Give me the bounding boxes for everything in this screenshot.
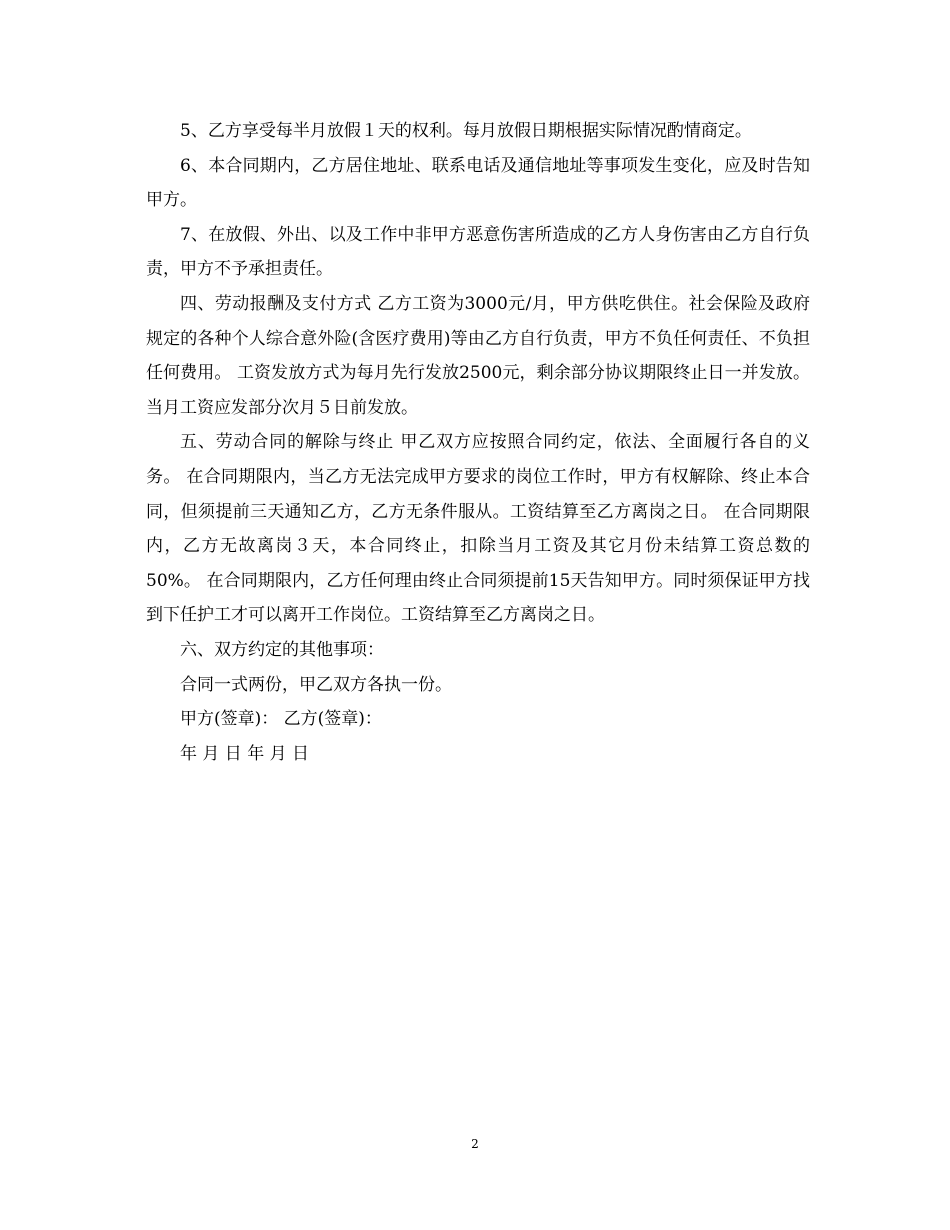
copies-statement: 合同一式两份，甲乙双方各执一份。 <box>180 674 452 695</box>
clause-7-injury-liability: 7、在放假、外出、以及工作中非甲方恶意伤害所造成的乙方人身伤害由乙方自行负责，甲方不予承担责任。 <box>146 224 810 280</box>
section-5-termination: 五、劳动合同的解除与终止 甲乙双方应按照合同约定，依法、全面履行各自的义务。 在合同期限内，当乙方无法完成甲方要求的岗位工作时，甲方有权解除、终止本合同，但须提前三天通知乙方，乙方无条件服从。工资结算至乙方离岗之日。 在合同期限内，乙方无故离岗３天，本合同终止，扣除当月工资及其它月份未结算工资总数的50%。 在合同期限内，乙方任何理由终止合同须提前15天告知甲方。同时须保证甲方找到下任护工才可以离开工作岗位。工资结算至乙方离岗之日。 <box>146 432 810 626</box>
page-number: 2 <box>471 1137 479 1151</box>
date-line: 年 月 日 年 月 日 <box>180 743 310 764</box>
contract-body <box>146 114 810 771</box>
signature-line: 甲方(签章)： 乙方(签章)： <box>180 709 382 730</box>
clause-6-contact-change: 6、本合同期内，乙方居住地址、联系电话及通信地址等事项发生变化，应及时告知甲方。 <box>146 155 810 211</box>
section-4-remuneration: 四、劳动报酬及支付方式 乙方工资为3000元/月，甲方供吃供住。社会保险及政府规定的各种个人综合意外险(含医疗费用)等由乙方自行负责，甲方不负任何责任、不负担任何费用。 工资发放方式为每月先行发放2500元，剩余部分协议期限终止日一并发放。当月工资应发部分次月５日前发放。 <box>146 293 810 418</box>
clause-5-holiday: 5、乙方享受每半月放假１天的权利。每月放假日期根据实际情况酌情商定。 <box>180 121 752 141</box>
section-6-other-matters: 六、双方约定的其他事项： <box>180 639 384 660</box>
